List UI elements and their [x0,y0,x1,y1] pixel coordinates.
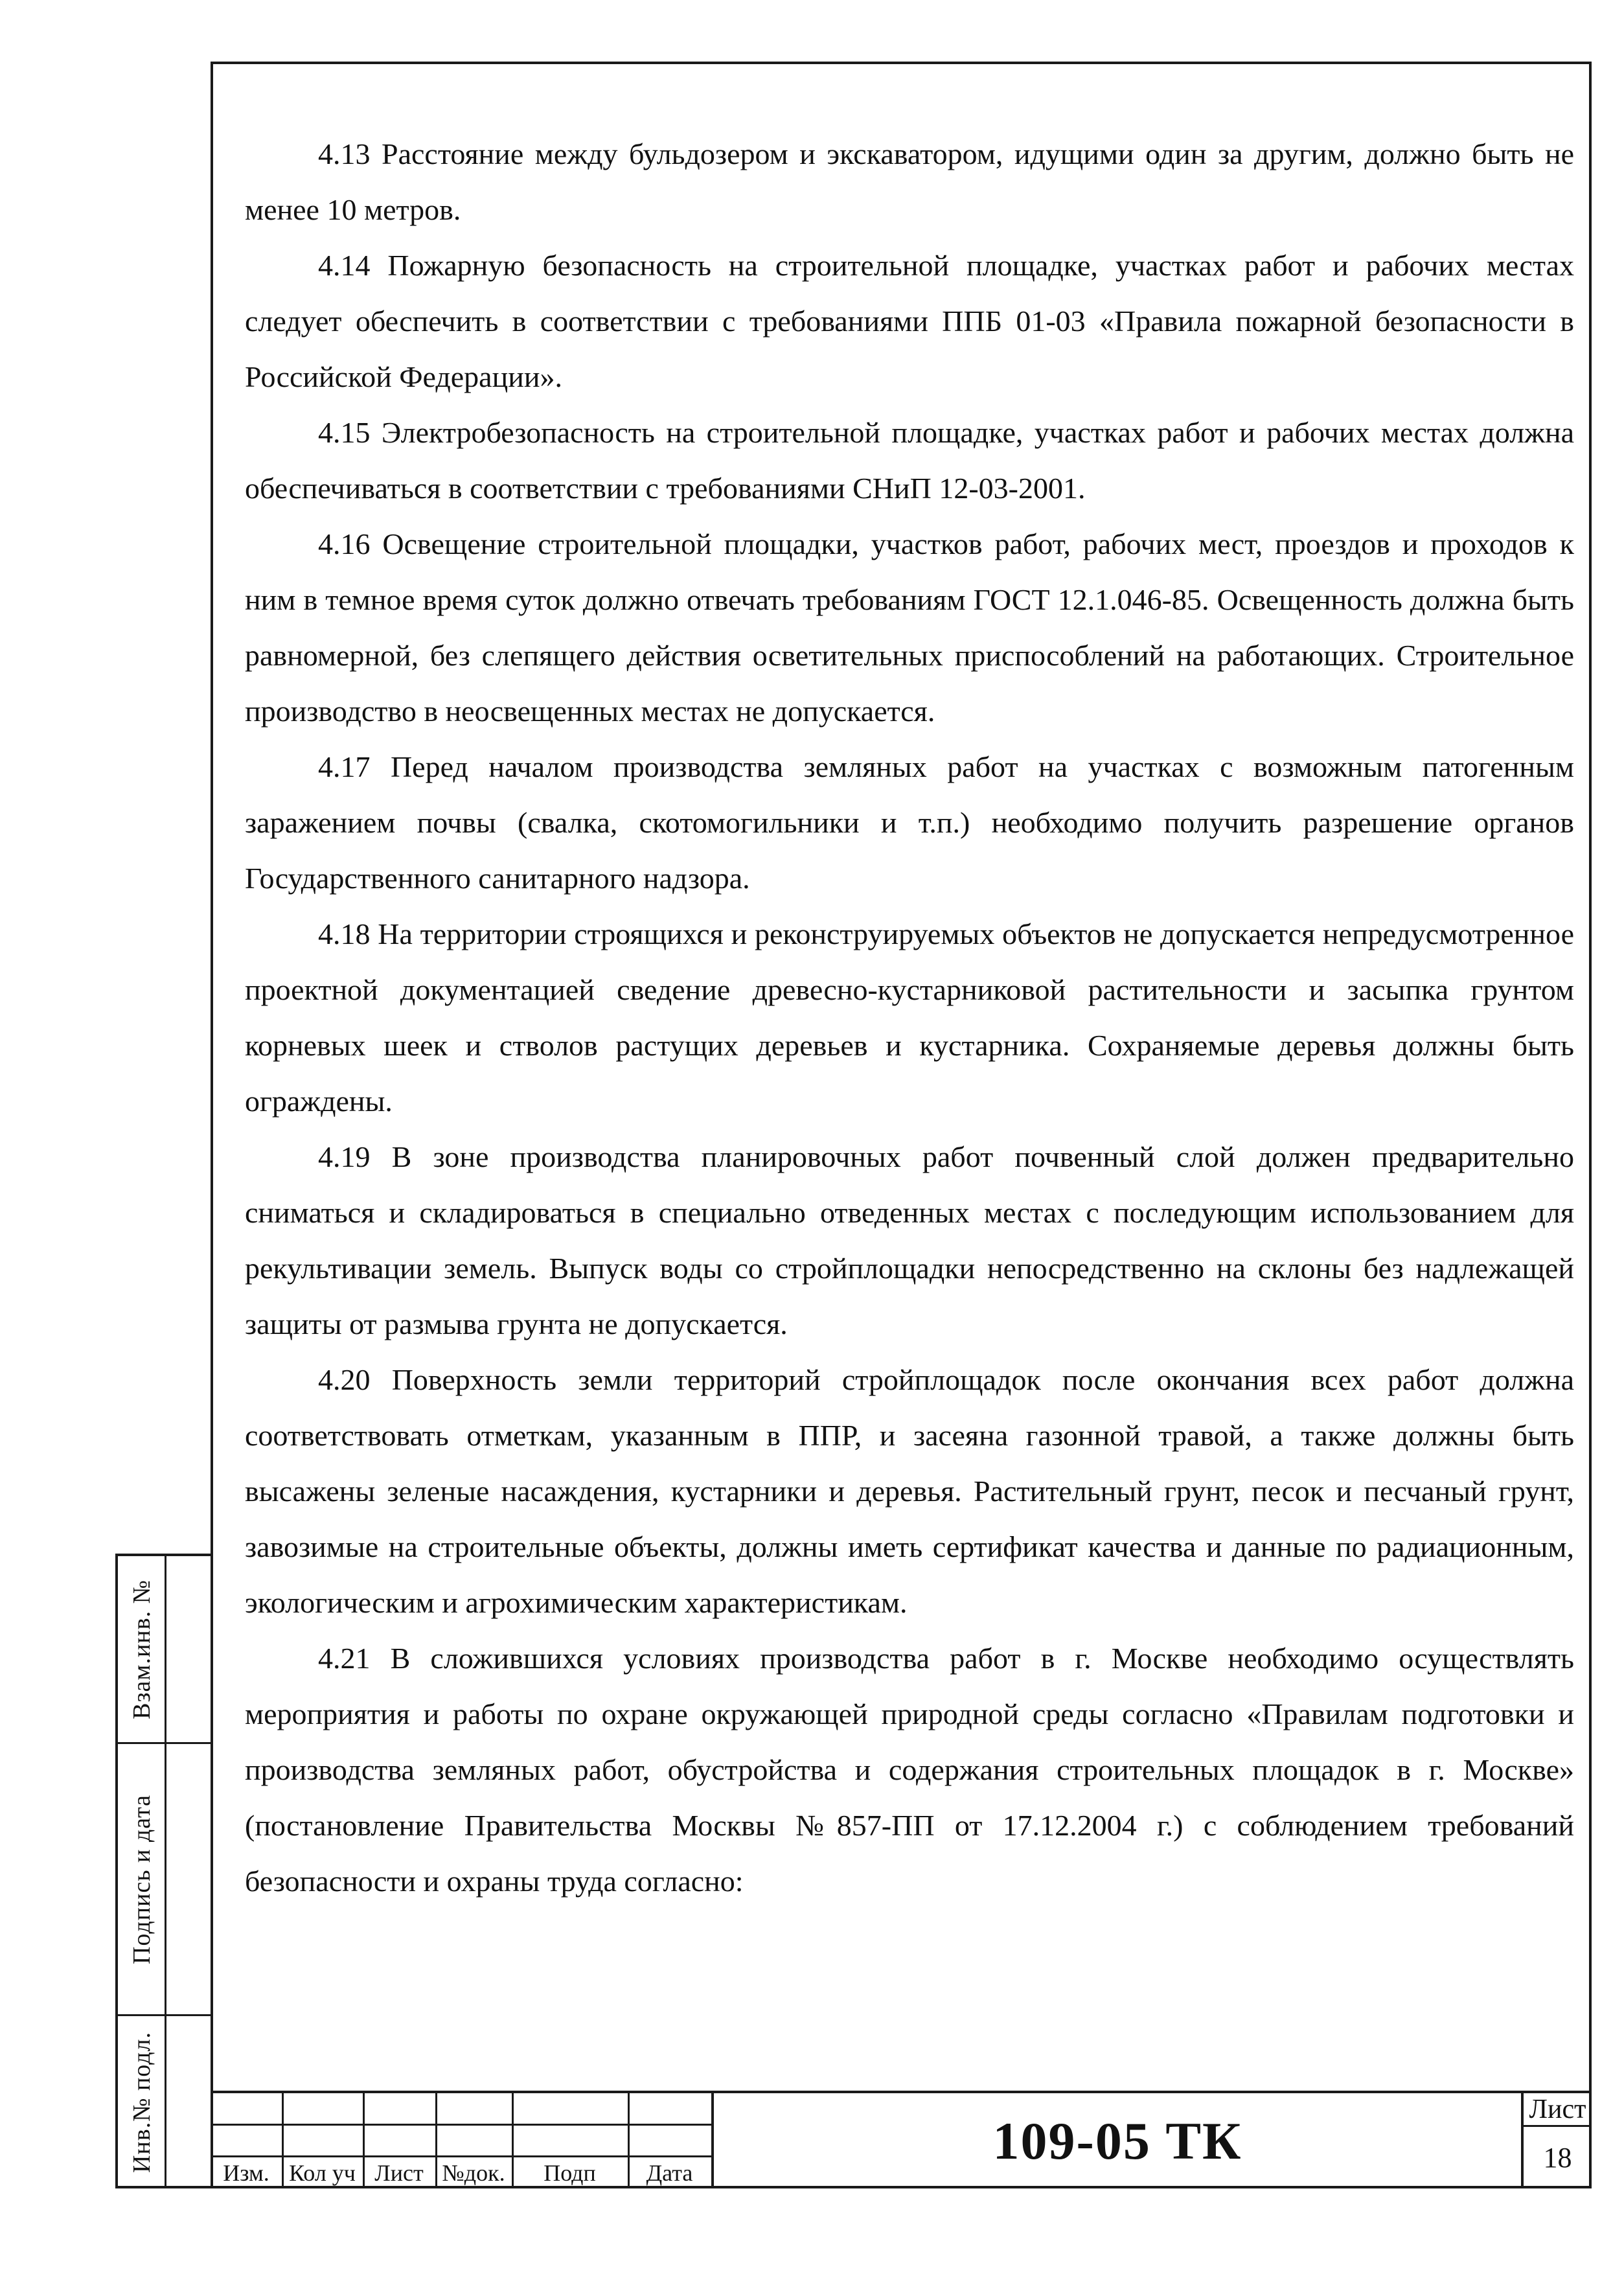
side-stamp-podpis-cell [118,1744,211,2016]
paragraph-4-20: 4.20 Поверхность земли территорий стройплощадок после окончания всех работ должна соответствовать отметкам, указанным в ППР, и засеяна газонной травой, а также должны быть высажены зеленые насаждения, кустарники и деревья. Растительный грунт, песок и песчаный грунт, завозимые на строительные объекты, должны иметь сертификат качества и данные по радиационным, экологическим и агрохимическим характеристикам. [245,1363,1574,1619]
side-stamp-inv-podl-cell [118,2016,211,2188]
paragraph-4-13: 4.13 Расстояние между бульдозером и экскаватором, идущими один за другим, должно быть не менее 10 метров. [245,137,1574,226]
paragraph-4-19: 4.19 В зоне производства планировочных работ почвенный слой должен предварительно сниматься и складироваться в специально отведенных местах с последующим использованием для рекультивации земель. Выпуск воды со стройплощадки непосредственно на склоны без надлежащей защиты от размыва грунта не допускается. [245,1140,1574,1340]
paragraph-4-15: 4.15 Электробезопасность на строительной площадке, участках работ и рабочих местах должна обеспечиваться в соответствии с требованиями СНиП 12-03-2001. [245,416,1574,505]
revision-table [211,2093,711,2188]
side-stamp-vzam-inv-label: Взам.инв. № [128,1579,156,1719]
paragraph-4-17: 4.17 Перед началом производства земляных работ на участках с возможным патогенным заражением почвы (свалка, скотомогильники и т.п.) необходимо получить разрешение органов Государственного санитарного надзора. [245,750,1574,895]
sheet-label: Лист [1524,2093,1592,2127]
side-stamp [115,1554,211,2188]
paragraph-4-18: 4.18 На территории строящихся и реконструируемых объектов не допускается непредусмотренное проектной документацией сведение древесно-кустарниковой растительности и засыпка грунтом корневых шеек и стволов растущих деревьев и кустарника. Сохраняемые деревья должны быть ограждены. [245,917,1574,1118]
sheet-number: 18 [1543,2142,1572,2174]
column-podp: Подп [543,2159,596,2186]
column-izm: Изм. [223,2159,269,2186]
document-body [245,126,1574,1909]
revision-row-line [211,2124,711,2126]
paragraph-4-16: 4.16 Освещение строительной площадки, участков работ, рабочих мест, проездов и проходов к ним в темное время суток должно отвечать требованиям ГОСТ 12.1.046-85. Освещенность должна быть равномерной, без слепящего действия осветительных приспособлений на работающих. Строительное производство в неосвещенных местах не допускается. [245,527,1574,728]
column-kol-uch: Кол уч [289,2159,356,2186]
paragraph-4-14: 4.14 Пожарную безопасность на строительной площадке, участках работ и рабочих местах следует обеспечить в соответствии с требованиями ППБ 01-03 «Правила пожарной безопасности в Российской Федерации». [245,249,1574,393]
sheet-box [1521,2093,1592,2188]
paragraph-4-21: 4.21 В сложившихся условиях производства работ в г. Москве необходимо осуществлять мероприятия и работы по охране окружающей природной среды согласно «Правилам подготовки и производства земляных работ, обустройства и содержания строительных площадок в г. Москве» (постановление Правительства Москвы №857-ПП от 17.12.2004 г.) с соблюдением требований безопасности и охраны труда согласно: [245,1642,1574,1898]
column-data: Дата [646,2159,693,2186]
column-ndok: №док. [442,2159,505,2186]
column-list: Лист [374,2159,424,2186]
side-stamp-inv-podl-label: Инв.№ подл. [128,2031,156,2174]
side-stamp-vzam-inv-cell [118,1556,211,1744]
title-block [211,2091,1592,2188]
document-code: 109-05 ТК [711,2093,1521,2188]
side-stamp-podpis-label: Подпись и дата [128,1794,156,1964]
